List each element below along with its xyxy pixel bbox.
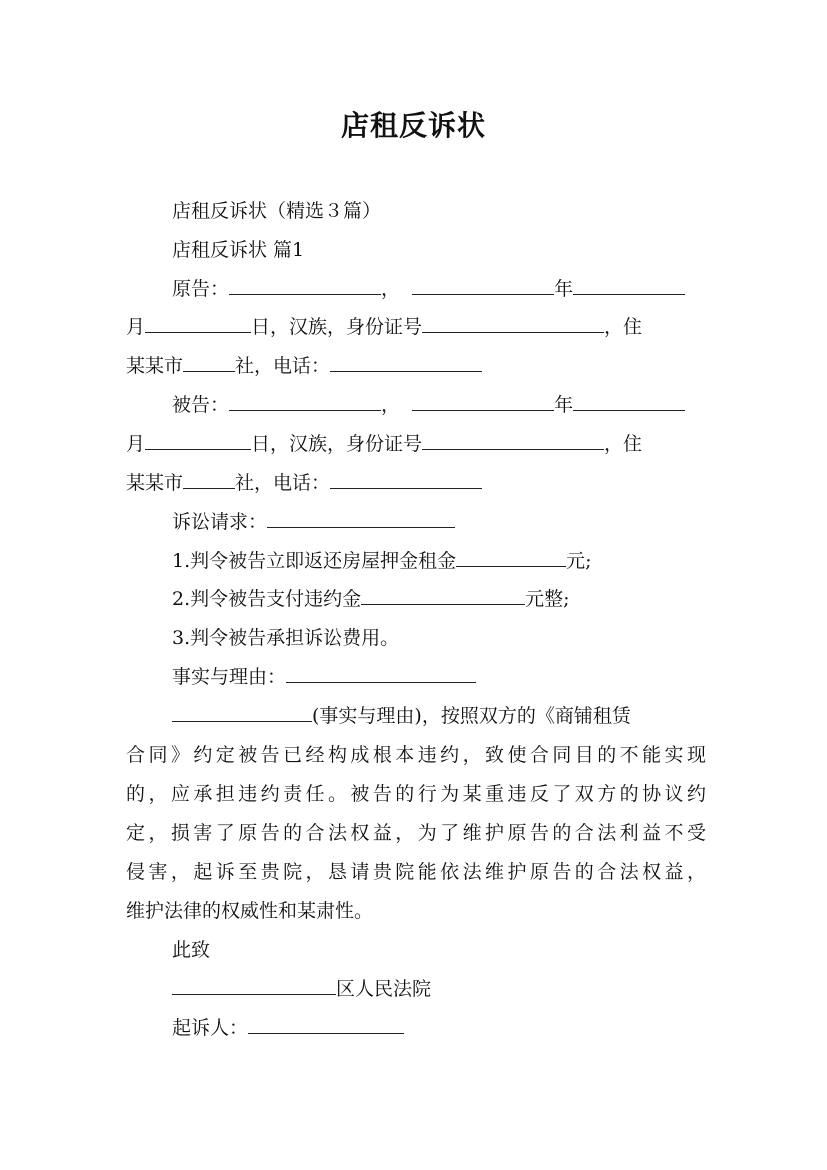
- defendant-line-1: 被告： ， 年: [172, 396, 706, 415]
- claim-item-1: 1.判令被告立即返还房屋押金租金 元;: [172, 550, 592, 572]
- facts-blank: [286, 681, 476, 683]
- document-title: 店租反诉状: [340, 109, 486, 142]
- court-line: 区人民法院: [172, 980, 706, 999]
- court-name-blank: [172, 993, 336, 995]
- salutation: 此致: [172, 939, 211, 961]
- claims-heading: 诉讼请求：: [172, 513, 706, 532]
- defendant-phone-blank: [330, 487, 482, 489]
- defendant-id-blank: [422, 448, 604, 450]
- defendant-label: 被告：: [172, 394, 230, 416]
- subtitle: 店租反诉状（精选３篇）: [172, 200, 382, 222]
- plaintiff-line-2: 月 日，汉族，身份证号 ，住: [126, 316, 643, 338]
- defendant-month-blank: [145, 448, 251, 450]
- claims-blank: [267, 526, 455, 528]
- plaintiff-gender-blank: [412, 293, 554, 295]
- defendant-address-blank: [183, 487, 235, 489]
- defendant-line-3: 某某市 社，电话：: [126, 474, 706, 493]
- facts-heading: 事实与理由：: [172, 668, 706, 687]
- claim-item-3: 3.判令被告承担诉讼费用。: [172, 627, 400, 649]
- plaintiff-name-blank: [229, 293, 381, 295]
- facts-line-6: 维护法律的权威性和某肃性。: [126, 900, 374, 922]
- section-heading: 店租反诉状 篇1: [172, 239, 305, 261]
- claim-item-2: 2.判令被告支付违约金 元整;: [172, 588, 570, 610]
- deposit-amount-blank: [456, 565, 566, 567]
- defendant-gender-blank: [412, 409, 554, 411]
- plaintiff-year-blank: [573, 293, 685, 295]
- signer-line: 起诉人：: [172, 1019, 706, 1038]
- penalty-amount-blank: [361, 603, 525, 605]
- facts-line-5: 侵害，起诉至贵院，恳请贵院能依法维护原告的合法权益，: [126, 861, 706, 883]
- plaintiff-address-blank: [183, 370, 235, 372]
- facts-text-blank: [172, 720, 312, 722]
- defendant-year-blank: [573, 409, 685, 411]
- plaintiff-label: 原告：: [172, 278, 230, 300]
- signer-blank: [248, 1032, 404, 1034]
- facts-line-1: (事实与理由)，按照双方的《商铺租赁: [172, 707, 706, 726]
- facts-line-4: 定，损害了原告的合法权益，为了维护原告的合法利益不受: [126, 822, 706, 844]
- plaintiff-month-blank: [145, 331, 251, 333]
- defendant-name-blank: [229, 409, 381, 411]
- plaintiff-phone-blank: [330, 370, 482, 372]
- facts-line-3: 的，应承担违约责任。被告的行为某重违反了双方的协议约: [126, 783, 706, 805]
- plaintiff-line-3: 某某市 社，电话：: [126, 357, 706, 376]
- plaintiff-line-1: 原告： ， 年: [172, 280, 706, 299]
- facts-line-2: 合同》约定被告已经构成根本违约，致使合同目的不能实现: [126, 744, 706, 766]
- plaintiff-id-blank: [422, 331, 604, 333]
- defendant-line-2: 月 日，汉族，身份证号 ，住: [126, 433, 643, 455]
